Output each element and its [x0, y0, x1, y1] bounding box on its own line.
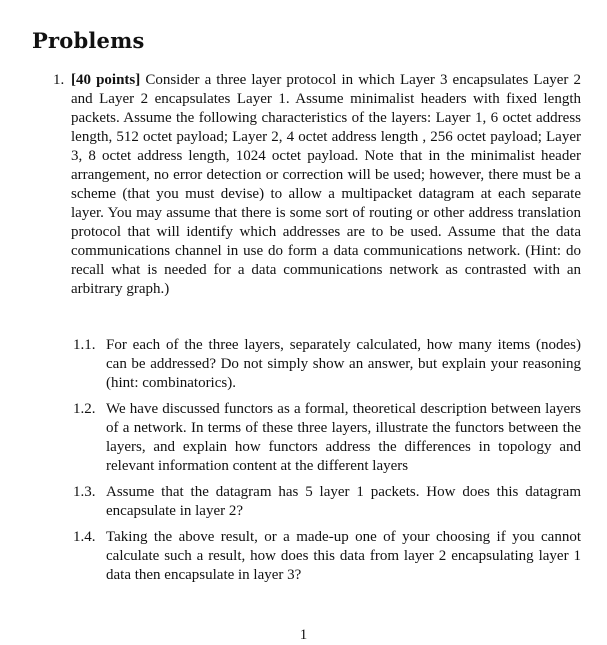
subpart-1-4: [73, 528, 581, 585]
subpart-1-3: [73, 483, 581, 521]
subpart-1-1: [73, 336, 581, 393]
subpart-text: Assume that the datagram has 5 layer 1 packets. How does this datagram encapsulate in layer 2?: [106, 484, 581, 519]
problem-statement: [71, 71, 581, 299]
section-title: Problems: [32, 28, 145, 53]
page-number: 1: [299, 627, 308, 643]
points-label: [40 points]: [71, 72, 141, 88]
problem-number: 1.: [53, 72, 65, 88]
subpart-text: Taking the above result, or a made-up one of your choosing if you cannot calculate such a result, how does this data from layer 2 encapsulating layer 1 data then encapsulate in layer 3?: [106, 529, 581, 583]
subpart-text: We have discussed functors as a formal, theoretical description between layers of a network. In terms of these three layers, illustrate the functors between the layers, and explain how functors address the differences in topology and relevant information content at the different layers: [106, 401, 581, 474]
subpart-number: 1.3.: [73, 484, 96, 500]
subpart-list: [73, 336, 581, 592]
subpart-number: 1.4.: [73, 529, 96, 545]
subpart-1-2: [73, 400, 581, 476]
subpart-text: For each of the three layers, separately calculated, how many items (nodes) can be addressed? Do not simply show an answer, but explain your reasoning (hint: combinatorics).: [106, 337, 581, 391]
problem-text: Consider a three layer protocol in which Layer 3 encapsulates Layer 2 and Layer 2 encapsulates Layer 1. Assume minimalist headers with fixed length packets. Assume the following characteristics of the layers: Layer 1, 6 octet address length, 512 octet payload; Layer 2, 4 octet address length , 256 octet payload; Layer 3, 8 octet address length, 1024 octet payload. Note that in the minimalist header arrangement, no error detection or correction will be used; however, there must be a scheme (that you must devise) to allow a multipacket datagram at each separate layer. You may assume that there is some sort of routing or other address translation protocol that will identify which addresses are to be used. Assume that the data communications channel in use do form a data communications network. (Hint: do recall what is needed for a data communications network as contrasted with an arbitrary graph.): [71, 72, 581, 297]
problem-1: [53, 71, 583, 299]
subpart-number: 1.2.: [73, 401, 96, 417]
subpart-number: 1.1.: [73, 337, 96, 353]
